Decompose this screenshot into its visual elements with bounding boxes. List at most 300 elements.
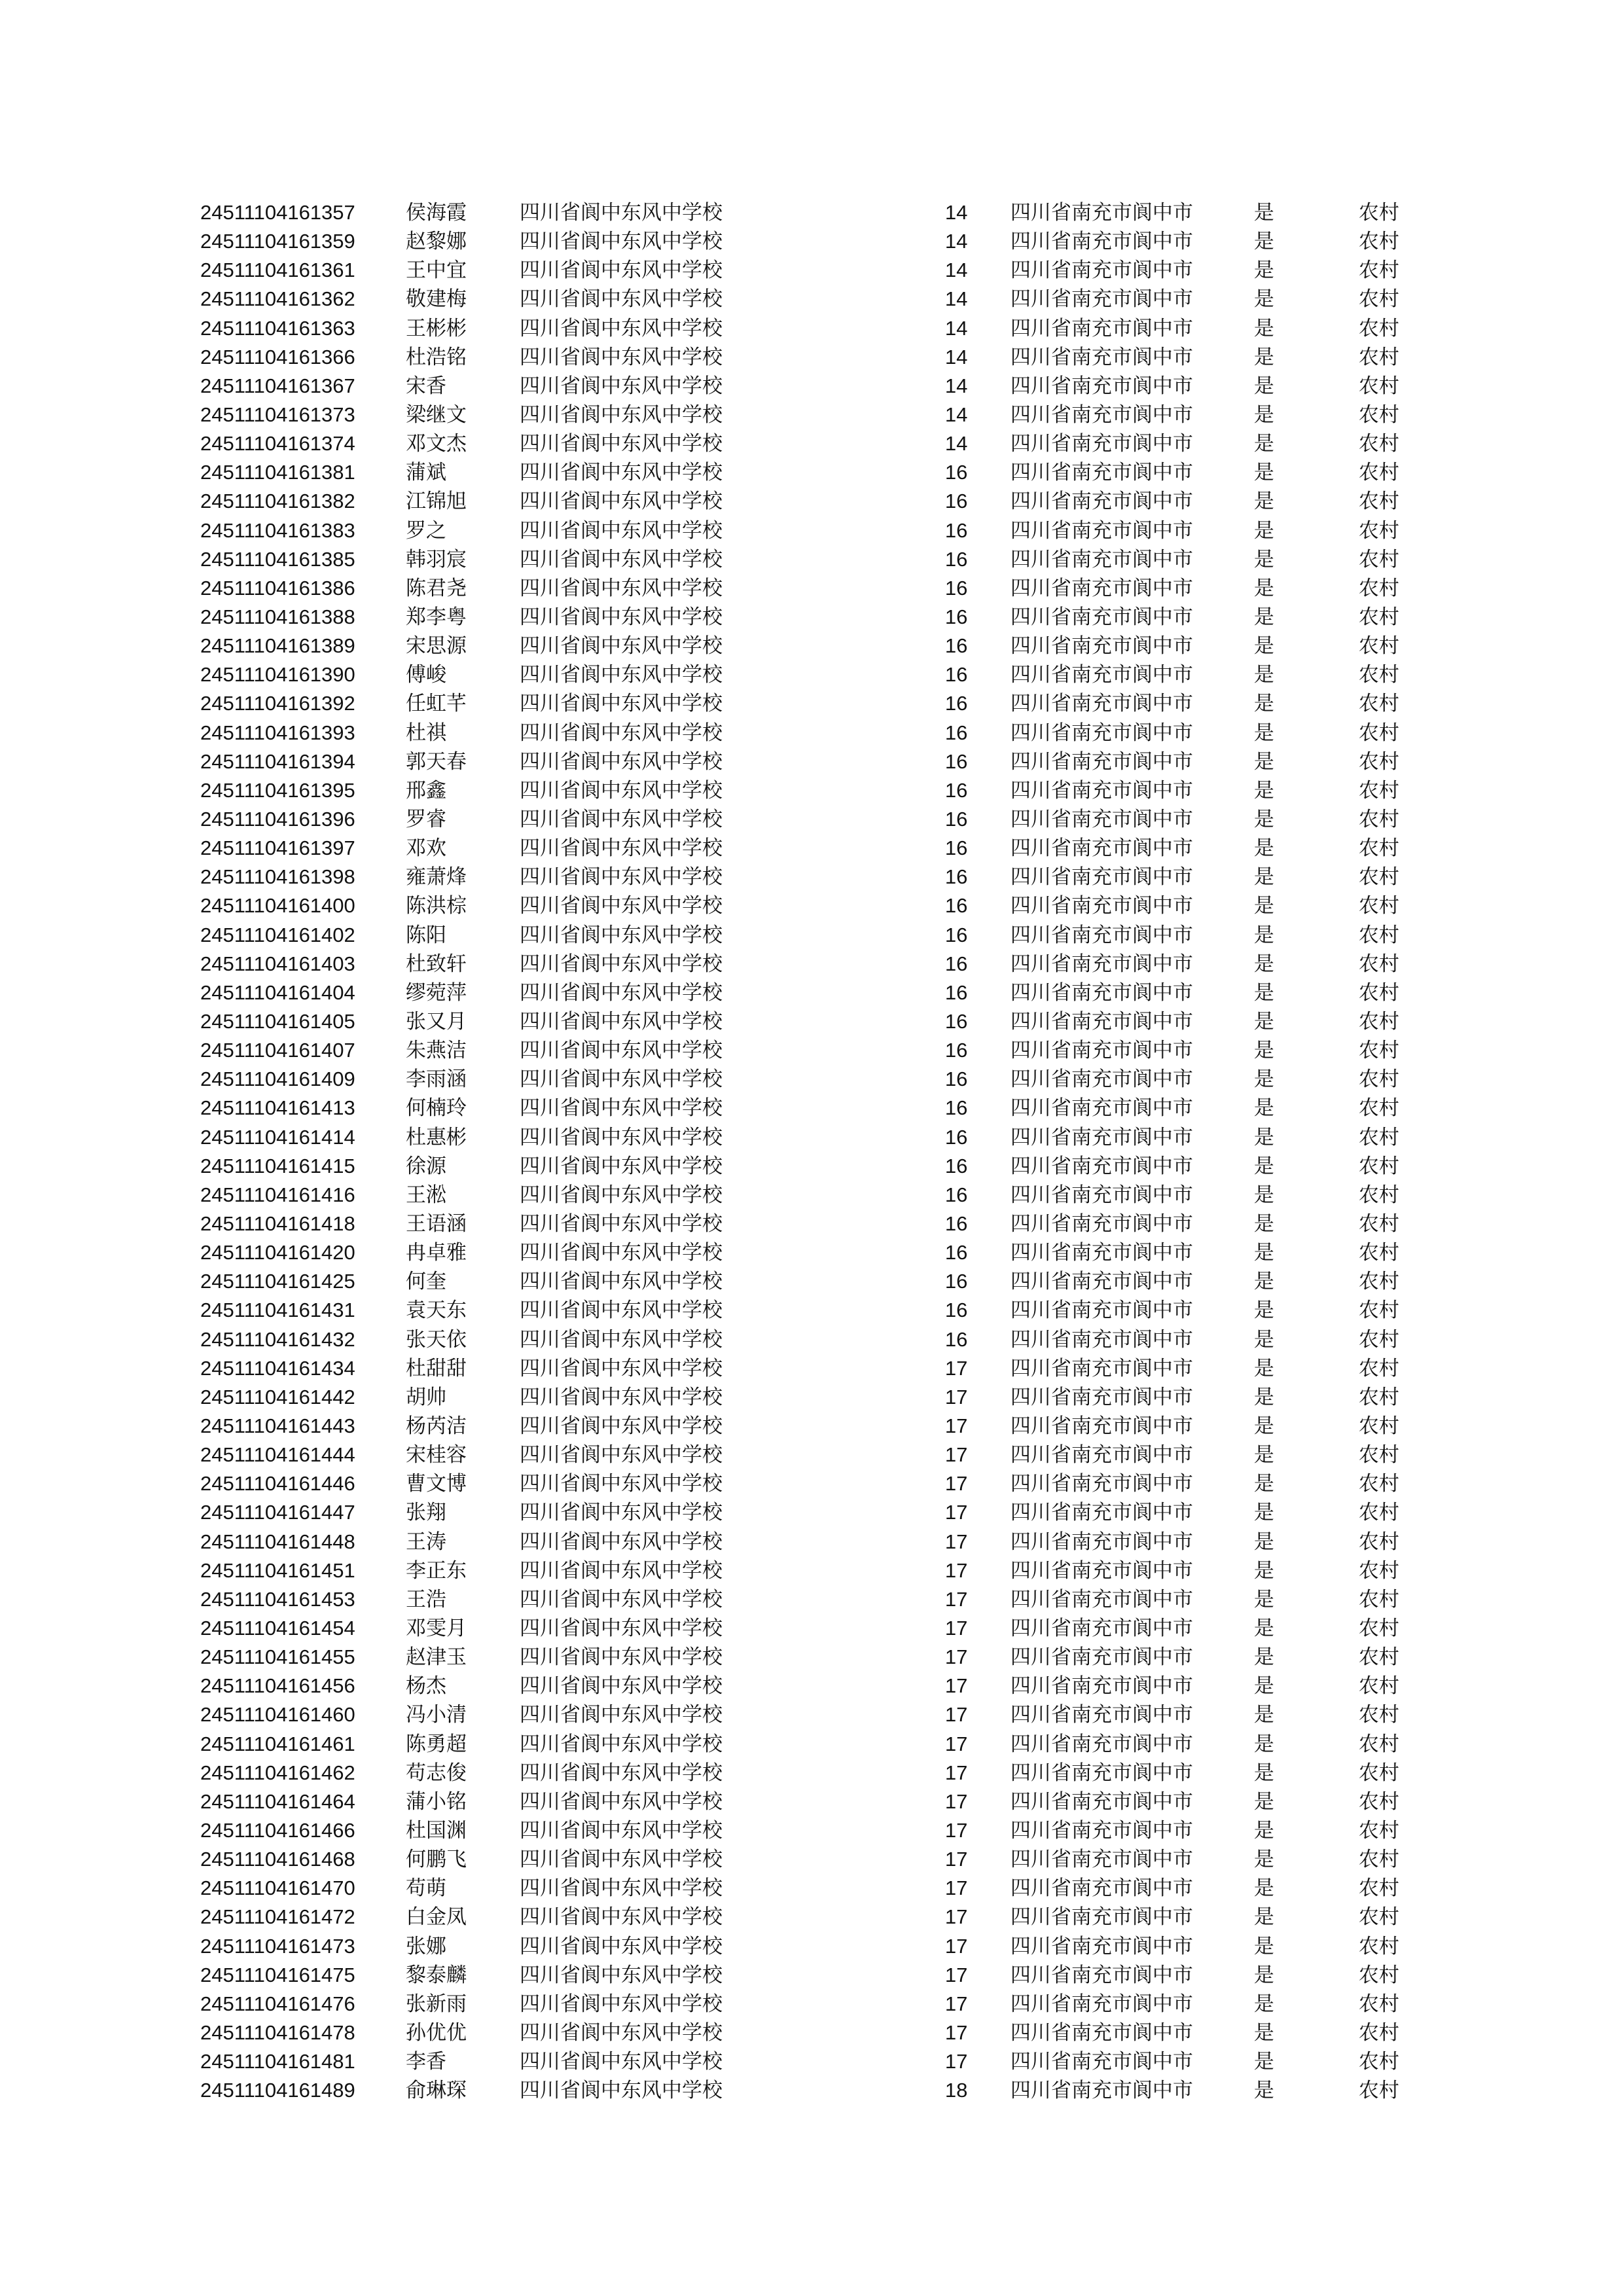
student-id-cell: 24511104161448 [200,1530,355,1553]
age-cell: 17 [945,1905,968,1929]
student-name-cell: 敬建梅 [406,287,467,312]
student-id-cell: 24511104161453 [200,1587,355,1611]
table-row [200,660,1431,689]
student-name-cell: 李雨涵 [406,1067,467,1092]
school-cell: 四川省阆中东风中学校 [520,1789,722,1814]
flag-cell: 是 [1254,2079,1274,2103]
region-cell: 四川省南充市阆中市 [1010,1443,1193,1467]
student-id-cell: 24511104161420 [200,1241,355,1265]
school-cell: 四川省阆中东风中学校 [520,1876,722,1901]
residence-type-cell: 农村 [1359,518,1399,543]
region-cell: 四川省南充市阆中市 [1010,1241,1193,1265]
age-cell: 16 [945,1096,968,1120]
age-cell: 14 [945,432,968,456]
school-cell: 四川省阆中东风中学校 [520,1674,722,1698]
region-cell: 四川省南充市阆中市 [1010,2079,1193,2103]
student-id-cell: 24511104161392 [200,692,355,715]
table-row [200,1961,1431,1990]
region-cell: 四川省南充市阆中市 [1010,721,1193,745]
student-name-cell: 杜国渊 [406,1818,467,1842]
flag-cell: 是 [1254,1732,1274,1756]
school-cell: 四川省阆中东风中学校 [520,692,722,716]
student-id-cell: 24511104161460 [200,1703,355,1727]
student-name-cell: 孙优优 [406,2020,467,2045]
region-cell: 四川省南充市阆中市 [1010,1067,1193,1092]
flag-cell: 是 [1254,721,1274,745]
student-name-cell: 黎泰麟 [406,1963,467,1987]
region-cell: 四川省南充市阆中市 [1010,1327,1193,1352]
student-id-cell: 24511104161475 [200,1963,355,1986]
flag-cell: 是 [1254,518,1274,543]
student-id-cell: 24511104161386 [200,576,355,600]
table-row [200,285,1431,314]
table-row [200,574,1431,603]
student-name-cell: 朱燕洁 [406,1039,467,1063]
table-row [200,1931,1431,1960]
age-cell: 16 [945,923,968,946]
age-cell: 17 [945,1818,968,1842]
age-cell: 16 [945,721,968,744]
school-cell: 四川省阆中东风中学校 [520,1414,722,1438]
residence-type-cell: 农村 [1359,490,1399,514]
school-cell: 四川省阆中东风中学校 [520,749,722,774]
flag-cell: 是 [1254,547,1274,571]
flag-cell: 是 [1254,1270,1274,1294]
school-cell: 四川省阆中东风中学校 [520,518,722,543]
table-row [200,921,1431,950]
student-name-cell: 韩羽宸 [406,547,467,571]
student-id-cell: 24511104161489 [200,2079,355,2102]
region-cell: 四川省南充市阆中市 [1010,518,1193,543]
age-cell: 16 [945,461,968,484]
age-cell: 17 [945,1848,968,1871]
age-cell: 17 [945,1472,968,1496]
residence-type-cell: 农村 [1359,1010,1399,1033]
student-name-cell: 王彬彬 [406,316,467,340]
student-name-cell: 张又月 [406,1010,467,1033]
residence-type-cell: 农村 [1359,1992,1399,2016]
age-cell: 14 [945,374,968,397]
student-name-cell: 宋思源 [406,634,467,658]
residence-type-cell: 农村 [1359,2050,1399,2074]
flag-cell: 是 [1254,1645,1274,1670]
region-cell: 四川省南充市阆中市 [1010,1270,1193,1294]
flag-cell: 是 [1254,201,1274,225]
age-cell: 17 [945,1587,968,1611]
region-cell: 四川省南充市阆中市 [1010,2020,1193,2045]
student-id-cell: 24511104161395 [200,778,355,802]
table-row [200,1498,1431,1527]
school-cell: 四川省阆中东风中学校 [520,432,722,456]
region-cell: 四川省南充市阆中市 [1010,374,1193,398]
school-cell: 四川省阆中东风中学校 [520,1472,722,1496]
age-cell: 14 [945,201,968,224]
table-row [200,1267,1431,1296]
residence-type-cell: 农村 [1359,461,1399,485]
school-cell: 四川省阆中东风中学校 [520,2079,722,2103]
residence-type-cell: 农村 [1359,692,1399,716]
flag-cell: 是 [1254,1443,1274,1467]
student-id-cell: 24511104161451 [200,1558,355,1582]
school-cell: 四川省阆中东风中学校 [520,1501,722,1525]
region-cell: 四川省南充市阆中市 [1010,1472,1193,1496]
residence-type-cell: 农村 [1359,1616,1399,1640]
student-id-cell: 24511104161456 [200,1674,355,1698]
flag-cell: 是 [1254,894,1274,918]
student-name-cell: 袁天东 [406,1299,467,1323]
table-row [200,1700,1431,1729]
region-cell: 四川省南充市阆中市 [1010,490,1193,514]
school-cell: 四川省阆中东风中学校 [520,952,722,976]
student-name-cell: 侯海霞 [406,201,467,225]
region-cell: 四川省南充市阆中市 [1010,1039,1193,1063]
student-id-cell: 24511104161443 [200,1414,355,1437]
student-id-cell: 24511104161464 [200,1789,355,1813]
student-name-cell: 何鹏飞 [406,1848,467,1872]
residence-type-cell: 农村 [1359,2079,1399,2103]
table-row [200,401,1431,429]
residence-type-cell: 农村 [1359,865,1399,889]
table-row [200,1354,1431,1383]
table-row [200,2018,1431,2047]
school-cell: 四川省阆中东风中学校 [520,576,722,600]
table-row [200,1065,1431,1094]
student-name-cell: 邓文杰 [406,432,467,456]
residence-type-cell: 农村 [1359,1674,1399,1698]
student-name-cell: 陈勇超 [406,1732,467,1756]
flag-cell: 是 [1254,808,1274,832]
region-cell: 四川省南充市阆中市 [1010,1789,1193,1814]
region-cell: 四川省南充市阆中市 [1010,1183,1193,1207]
region-cell: 四川省南充市阆中市 [1010,1299,1193,1323]
region-cell: 四川省南充市阆中市 [1010,1010,1193,1033]
region-cell: 四川省南充市阆中市 [1010,1125,1193,1149]
table-row [200,1181,1431,1210]
student-id-cell: 24511104161381 [200,461,355,484]
school-cell: 四川省阆中东风中学校 [520,1211,722,1236]
school-cell: 四川省阆中东风中学校 [520,1067,722,1092]
student-name-cell: 邓雯月 [406,1616,467,1640]
table-row [200,1672,1431,1700]
residence-type-cell: 农村 [1359,1356,1399,1380]
residence-type-cell: 农村 [1359,1761,1399,1785]
region-cell: 四川省南充市阆中市 [1010,403,1193,427]
flag-cell: 是 [1254,865,1274,889]
region-cell: 四川省南充市阆中市 [1010,1934,1193,1958]
table-row [200,372,1431,401]
flag-cell: 是 [1254,259,1274,283]
residence-type-cell: 农村 [1359,432,1399,456]
residence-type-cell: 农村 [1359,721,1399,745]
residence-type-cell: 农村 [1359,663,1399,687]
age-cell: 16 [945,1299,968,1322]
student-name-cell: 冯小清 [406,1703,467,1727]
student-name-cell: 邓欢 [406,836,446,861]
school-cell: 四川省阆中东风中学校 [520,1039,722,1063]
table-row [200,1325,1431,1354]
residence-type-cell: 农村 [1359,576,1399,600]
table-row [200,1816,1431,1845]
age-cell: 16 [945,952,968,975]
residence-type-cell: 农村 [1359,952,1399,976]
age-cell: 16 [945,490,968,513]
region-cell: 四川省南充市阆中市 [1010,605,1193,630]
student-name-cell: 白金凤 [406,1905,467,1929]
student-name-cell: 任虹芊 [406,692,467,716]
student-name-cell: 李香 [406,2050,446,2074]
school-cell: 四川省阆中东风中学校 [520,1963,722,1987]
school-cell: 四川省阆中东风中学校 [520,461,722,485]
age-cell: 17 [945,1414,968,1437]
region-cell: 四川省南充市阆中市 [1010,952,1193,976]
residence-type-cell: 农村 [1359,980,1399,1005]
student-name-cell: 杜惠彬 [406,1125,467,1149]
age-cell: 14 [945,345,968,368]
flag-cell: 是 [1254,230,1274,254]
table-row [200,1238,1431,1267]
region-cell: 四川省南充市阆中市 [1010,1414,1193,1438]
table-row [200,2076,1431,2105]
table-row [200,1585,1431,1614]
region-cell: 四川省南充市阆中市 [1010,923,1193,947]
residence-type-cell: 农村 [1359,1501,1399,1525]
residence-type-cell: 农村 [1359,1587,1399,1611]
region-cell: 四川省南充市阆中市 [1010,1616,1193,1640]
region-cell: 四川省南充市阆中市 [1010,201,1193,225]
student-id-cell: 24511104161359 [200,230,355,253]
school-cell: 四川省阆中东风中学校 [520,1356,722,1380]
residence-type-cell: 农村 [1359,1327,1399,1352]
student-name-cell: 杨芮洁 [406,1414,467,1438]
student-name-cell: 赵津玉 [406,1645,467,1670]
student-name-cell: 宋香 [406,374,446,398]
age-cell: 16 [945,663,968,687]
table-row [200,863,1431,891]
region-cell: 四川省南充市阆中市 [1010,1963,1193,1987]
residence-type-cell: 农村 [1359,836,1399,861]
flag-cell: 是 [1254,1472,1274,1496]
residence-type-cell: 农村 [1359,1876,1399,1901]
school-cell: 四川省阆中东风中学校 [520,1905,722,1929]
student-id-cell: 24511104161454 [200,1616,355,1640]
region-cell: 四川省南充市阆中市 [1010,1674,1193,1698]
region-cell: 四川省南充市阆中市 [1010,894,1193,918]
residence-type-cell: 农村 [1359,1270,1399,1294]
school-cell: 四川省阆中东风中学校 [520,201,722,225]
student-name-cell: 张娜 [406,1934,446,1958]
table-row [200,516,1431,545]
student-id-cell: 24511104161366 [200,345,355,368]
region-cell: 四川省南充市阆中市 [1010,1211,1193,1236]
school-cell: 四川省阆中东风中学校 [520,634,722,658]
table-row [200,1152,1431,1181]
residence-type-cell: 农村 [1359,345,1399,369]
flag-cell: 是 [1254,2050,1274,2074]
school-cell: 四川省阆中东风中学校 [520,547,722,571]
age-cell: 18 [945,2079,968,2102]
flag-cell: 是 [1254,1096,1274,1121]
school-cell: 四川省阆中东风中学校 [520,1818,722,1842]
student-id-cell: 24511104161396 [200,808,355,831]
student-name-cell: 蒲小铭 [406,1789,467,1814]
age-cell: 17 [945,1934,968,1958]
roster-table [200,198,1431,2105]
school-cell: 四川省阆中东风中学校 [520,1992,722,2016]
flag-cell: 是 [1254,605,1274,630]
flag-cell: 是 [1254,1789,1274,1814]
table-row [200,1643,1431,1672]
table-row [200,1412,1431,1441]
student-id-cell: 24511104161461 [200,1732,355,1755]
school-cell: 四川省阆中东风中学校 [520,1934,722,1958]
region-cell: 四川省南充市阆中市 [1010,547,1193,571]
residence-type-cell: 农村 [1359,605,1399,630]
student-id-cell: 24511104161367 [200,374,355,397]
age-cell: 16 [945,605,968,629]
region-cell: 四川省南充市阆中市 [1010,287,1193,312]
student-id-cell: 24511104161373 [200,403,355,427]
table-row [200,805,1431,834]
region-cell: 四川省南充市阆中市 [1010,836,1193,861]
student-id-cell: 24511104161447 [200,1501,355,1524]
student-id-cell: 24511104161402 [200,923,355,946]
region-cell: 四川省南充市阆中市 [1010,865,1193,889]
student-id-cell: 24511104161473 [200,1934,355,1958]
table-row [200,1556,1431,1585]
student-name-cell: 雍萧烽 [406,865,467,889]
residence-type-cell: 农村 [1359,230,1399,254]
student-name-cell: 王语涵 [406,1211,467,1236]
student-id-cell: 24511104161481 [200,2050,355,2073]
student-name-cell: 缪菀萍 [406,980,467,1005]
student-id-cell: 24511104161466 [200,1818,355,1842]
school-cell: 四川省阆中东风中学校 [520,2020,722,2045]
student-name-cell: 冉卓雅 [406,1241,467,1265]
age-cell: 16 [945,808,968,831]
school-cell: 四川省阆中东风中学校 [520,1010,722,1033]
student-id-cell: 24511104161476 [200,1992,355,2015]
residence-type-cell: 农村 [1359,1096,1399,1121]
student-name-cell: 杨杰 [406,1674,446,1698]
table-row [200,891,1431,920]
age-cell: 17 [945,1732,968,1755]
residence-type-cell: 农村 [1359,1443,1399,1467]
flag-cell: 是 [1254,749,1274,774]
school-cell: 四川省阆中东风中学校 [520,1761,722,1785]
student-name-cell: 何楠玲 [406,1096,467,1121]
student-name-cell: 苟志俊 [406,1761,467,1785]
flag-cell: 是 [1254,1934,1274,1958]
residence-type-cell: 农村 [1359,1154,1399,1178]
age-cell: 17 [945,1703,968,1727]
flag-cell: 是 [1254,952,1274,976]
region-cell: 四川省南充市阆中市 [1010,663,1193,687]
age-cell: 16 [945,1125,968,1149]
school-cell: 四川省阆中东风中学校 [520,1848,722,1872]
region-cell: 四川省南充市阆中市 [1010,1876,1193,1901]
residence-type-cell: 农村 [1359,1039,1399,1063]
flag-cell: 是 [1254,1501,1274,1525]
region-cell: 四川省南充市阆中市 [1010,749,1193,774]
student-id-cell: 24511104161470 [200,1876,355,1900]
student-id-cell: 24511104161385 [200,547,355,571]
age-cell: 16 [945,1067,968,1091]
residence-type-cell: 农村 [1359,1241,1399,1265]
age-cell: 17 [945,1443,968,1467]
student-name-cell: 张天依 [406,1327,467,1352]
table-row [200,978,1431,1007]
flag-cell: 是 [1254,287,1274,312]
age-cell: 16 [945,865,968,889]
flag-cell: 是 [1254,1905,1274,1929]
age-cell: 16 [945,518,968,542]
region-cell: 四川省南充市阆中市 [1010,1501,1193,1525]
table-row [200,2047,1431,2076]
residence-type-cell: 农村 [1359,1732,1399,1756]
table-row [200,1903,1431,1931]
flag-cell: 是 [1254,345,1274,369]
student-id-cell: 24511104161472 [200,1905,355,1929]
flag-cell: 是 [1254,1067,1274,1092]
flag-cell: 是 [1254,1183,1274,1207]
student-id-cell: 24511104161388 [200,605,355,629]
age-cell: 17 [945,1992,968,2015]
flag-cell: 是 [1254,634,1274,658]
student-id-cell: 24511104161442 [200,1385,355,1408]
school-cell: 四川省阆中东风中学校 [520,403,722,427]
age-cell: 17 [945,1674,968,1698]
age-cell: 17 [945,1876,968,1900]
flag-cell: 是 [1254,576,1274,600]
region-cell: 四川省南充市阆中市 [1010,1356,1193,1380]
residence-type-cell: 农村 [1359,1905,1399,1929]
flag-cell: 是 [1254,692,1274,716]
age-cell: 16 [945,894,968,918]
flag-cell: 是 [1254,1818,1274,1842]
residence-type-cell: 农村 [1359,1789,1399,1814]
table-row [200,950,1431,978]
residence-type-cell: 农村 [1359,894,1399,918]
region-cell: 四川省南充市阆中市 [1010,1818,1193,1842]
flag-cell: 是 [1254,316,1274,340]
residence-type-cell: 农村 [1359,1211,1399,1236]
student-name-cell: 张新雨 [406,1992,467,2016]
table-row [200,487,1431,516]
region-cell: 四川省南充市阆中市 [1010,576,1193,600]
student-id-cell: 24511104161432 [200,1327,355,1351]
age-cell: 16 [945,1183,968,1206]
residence-type-cell: 农村 [1359,808,1399,832]
student-id-cell: 24511104161363 [200,316,355,340]
residence-type-cell: 农村 [1359,1530,1399,1554]
student-name-cell: 胡帅 [406,1385,446,1409]
flag-cell: 是 [1254,1674,1274,1698]
student-name-cell: 江锦旭 [406,490,467,514]
residence-type-cell: 农村 [1359,1818,1399,1842]
school-cell: 四川省阆中东风中学校 [520,1443,722,1467]
table-row [200,603,1431,632]
flag-cell: 是 [1254,1587,1274,1611]
region-cell: 四川省南充市阆中市 [1010,1558,1193,1583]
flag-cell: 是 [1254,923,1274,947]
student-name-cell: 陈阳 [406,923,446,947]
age-cell: 16 [945,1327,968,1351]
student-id-cell: 24511104161425 [200,1270,355,1293]
flag-cell: 是 [1254,1558,1274,1583]
age-cell: 16 [945,1039,968,1062]
residence-type-cell: 农村 [1359,374,1399,398]
student-id-cell: 24511104161374 [200,432,355,456]
